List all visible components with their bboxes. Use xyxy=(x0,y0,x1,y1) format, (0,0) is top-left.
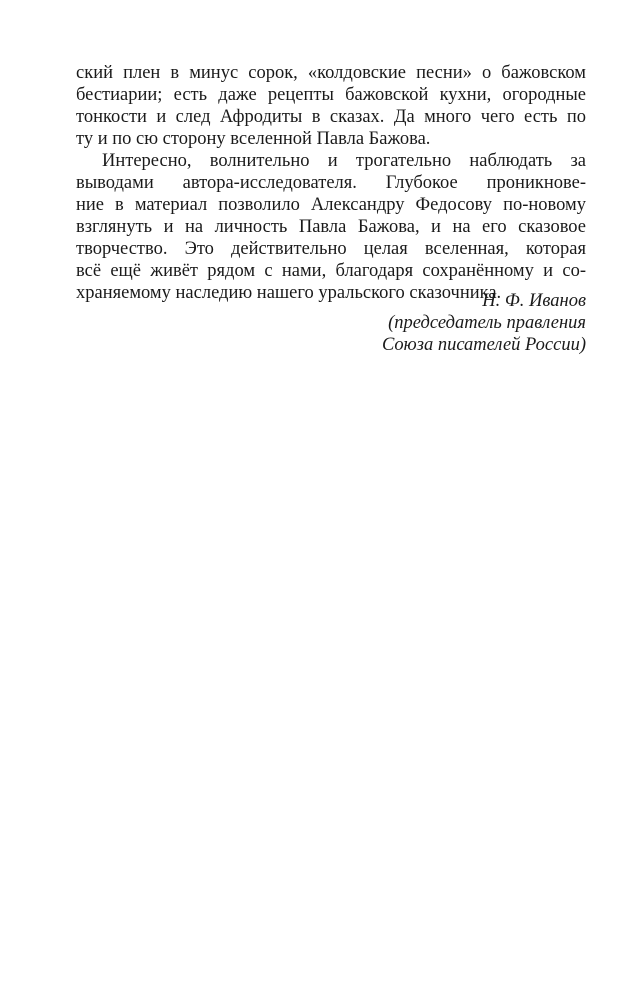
signature-name: Н. Ф. Иванов xyxy=(482,291,586,311)
text-line: творчество. Это действительно целая вселенная, которая xyxy=(76,239,586,259)
paragraph-2 xyxy=(76,150,586,304)
text-line: ту и по сю сторону вселенной Павла Бажова. xyxy=(76,129,431,149)
text-line: выводами автора-исследователя. Глубокое проникнове- xyxy=(76,173,586,193)
text-line: ние в материал позволило Александру Федосову по-новому xyxy=(76,195,586,215)
text-line: всё ещё живёт рядом с нами, благодаря сохранённому и со- xyxy=(76,261,586,281)
text-line: бестиарии; есть даже рецепты бажовской кухни, огородные xyxy=(76,85,586,105)
signature-role-line-1: (председатель правления xyxy=(388,313,586,333)
signature-role-line-2: Союза писателей России) xyxy=(381,335,586,355)
text-line: тонкости и след Афродиты в сказах. Да много чего есть по xyxy=(76,107,586,127)
text-line: Интересно, волнительно и трогательно наблюдать за xyxy=(102,151,586,171)
signature-block xyxy=(382,290,586,356)
text-line: храняемому наследию нашего уральского сказочника. xyxy=(76,283,502,303)
paragraph-1 xyxy=(76,62,586,150)
text-line: ский плен в минус сорок, «колдовские песни» о бажовском xyxy=(76,63,586,83)
body-text xyxy=(76,62,586,304)
text-line: взглянуть и на личность Павла Бажова, и на его сказовое xyxy=(76,217,586,237)
